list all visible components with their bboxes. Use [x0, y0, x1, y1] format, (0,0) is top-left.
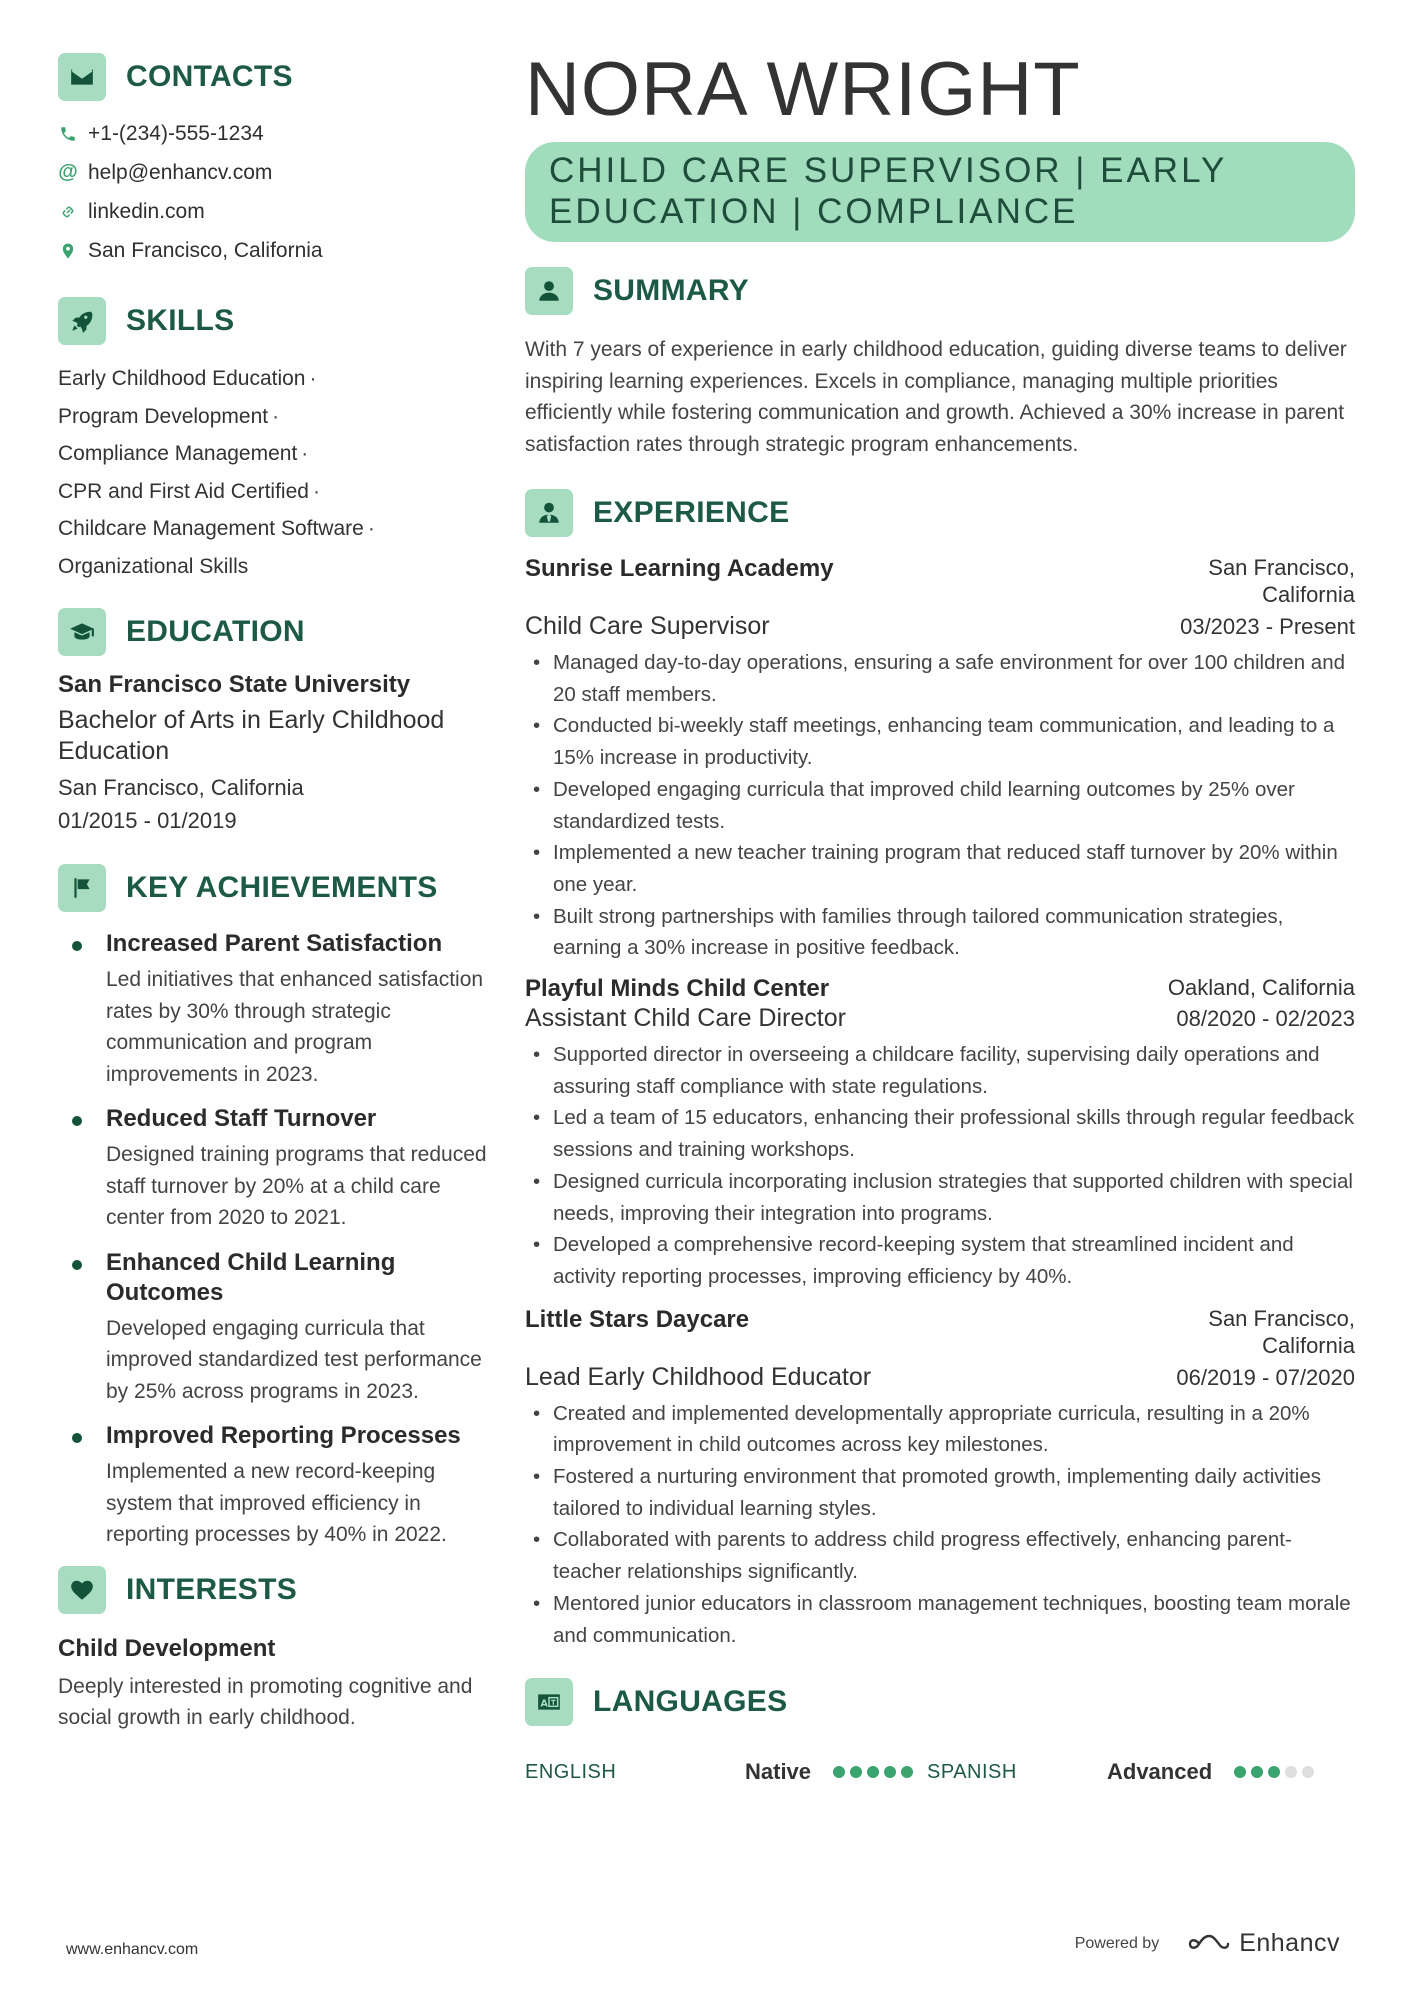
- rating-dot-filled: [1234, 1766, 1246, 1778]
- skill-item: CPR and First Aid Certified ·: [58, 479, 320, 503]
- left-column: [58, 52, 488, 1734]
- skill-item: Compliance Management ·: [58, 442, 309, 465]
- contact-location: [58, 231, 488, 270]
- job-bullet: • Created and implemented developmentally appropriate curricula, resulting in a 20% improvement in child outcomes across key milestones.: [525, 1398, 1355, 1461]
- job-company: Playful Minds Child Center: [525, 975, 830, 1003]
- envelope-icon: [58, 53, 106, 101]
- job-location: Oakland, California: [1167, 975, 1355, 1001]
- achievement-desc: Led initiatives that enhanced satisfaction rates by 30% through strategic communication and program improvements in 2023.: [106, 968, 484, 1086]
- language-rating: [833, 1766, 913, 1778]
- user-icon: [525, 267, 573, 315]
- job-dates: 06/2019 - 07/2020: [1176, 1364, 1355, 1390]
- map-pin-icon: [58, 241, 78, 261]
- education-school: San Francisco State University: [58, 671, 411, 698]
- experience-section-header: [525, 488, 1355, 538]
- interests-title: INTERESTS: [126, 1572, 298, 1606]
- enhancv-logo-icon: [1187, 1932, 1231, 1956]
- job-bullet: • Built strong partnerships with families through tailored communication strategies, earning a 30% increase in positive feedback.: [525, 901, 1355, 964]
- job-bullet: • Collaborated with parents to address child progress effectively, enhancing parent-teacher relationships significantly.: [525, 1524, 1355, 1587]
- interest-desc: Deeply interested in promoting cognitive and social growth in early childhood.: [58, 1674, 473, 1729]
- job-bullet: • Developed a comprehensive record-keeping system that streamlined incident and activity reporting processes, improving efficiency by 40%.: [525, 1229, 1355, 1292]
- achievement-desc: Implemented a new record-keeping system that improved efficiency in reporting processes by 40% in 2022.: [106, 1460, 447, 1546]
- rating-dot-empty: [1285, 1766, 1297, 1778]
- job-bullets: [525, 1039, 1355, 1293]
- linkedin-text: linkedin.com: [88, 199, 205, 223]
- achievements-section-header: [58, 863, 488, 913]
- skills-title: SKILLS: [126, 304, 235, 337]
- location-text: San Francisco, California: [88, 238, 323, 262]
- experience-title: EXPERIENCE: [593, 496, 790, 529]
- job-bullet: • Fostered a nurturing environment that promoted growth, implementing daily activities tailored to individual learning styles.: [525, 1461, 1355, 1524]
- interest-title: Child Development: [58, 1634, 276, 1662]
- at-sign-icon: @: [58, 161, 78, 183]
- job-bullet: • Led a team of 15 educators, enhancing their professional skills through regular feedback sessions and training workshops.: [525, 1102, 1355, 1165]
- skill-item: Organizational Skills: [58, 554, 249, 578]
- achievement-title: Increased Parent Satisfaction: [106, 930, 443, 957]
- language-rating: [1234, 1766, 1314, 1778]
- candidate-name: NORA WRIGHT: [525, 47, 1081, 132]
- email-text: help@enhancv.com: [88, 160, 273, 184]
- achievement-item: [58, 1248, 488, 1408]
- job-dates: 03/2023 - Present: [1180, 614, 1355, 639]
- flag-icon: [58, 864, 106, 912]
- achievement-title: Improved Reporting Processes: [106, 1422, 461, 1449]
- svg-text:A: A: [540, 1698, 548, 1710]
- link-icon: [58, 202, 78, 222]
- brand-name: Enhancv: [1239, 1929, 1340, 1957]
- rating-dot-filled: [884, 1766, 896, 1778]
- language-name: SPANISH: [927, 1760, 1017, 1783]
- language-item: [525, 1759, 927, 1785]
- achievement-title: Reduced Staff Turnover: [106, 1105, 377, 1132]
- achievement-title: Enhanced Child Learning Outcomes: [106, 1248, 396, 1306]
- contact-email[interactable]: [58, 153, 488, 192]
- job-location: San Francisco, California: [1208, 1305, 1355, 1358]
- summary-section-header: [525, 266, 1355, 316]
- language-item: [927, 1759, 1355, 1785]
- right-column: [525, 48, 1355, 1787]
- education-degree: Bachelor of Arts in Early Childhood Education: [58, 706, 445, 765]
- achievement-item: [58, 929, 488, 1090]
- languages-section-header: [525, 1677, 1355, 1727]
- rocket-icon: [58, 297, 106, 345]
- achievement-desc: Developed engaging curricula that improved standardized test performance by 25% across programs in 2023.: [106, 1316, 482, 1403]
- rating-dot-filled: [901, 1766, 913, 1778]
- footer-website[interactable]: www.enhancv.com: [66, 1941, 199, 1958]
- heart-icon: [58, 1566, 106, 1614]
- languages-title: LANGUAGES: [593, 1685, 788, 1719]
- contacts-title: CONTACTS: [126, 60, 293, 93]
- powered-by-text: Powered by: [1074, 1934, 1160, 1952]
- job-bullet: • Implemented a new teacher training program that reduced staff turnover by 20% within one year.: [525, 837, 1355, 900]
- skill-item: Program Development ·: [58, 404, 280, 428]
- education-dates: 01/2015 - 01/2019: [58, 808, 237, 833]
- interests-section-header: [58, 1565, 488, 1615]
- languages-row: [525, 1757, 1355, 1787]
- job-dates: 08/2020 - 02/2023: [1176, 1006, 1355, 1032]
- contact-phone[interactable]: [58, 114, 488, 153]
- contact-linkedin[interactable]: [58, 192, 488, 231]
- rating-dot-filled: [833, 1766, 845, 1778]
- job-entry: [525, 554, 1355, 964]
- job-bullets: [525, 1398, 1355, 1652]
- job-entry: [525, 974, 1355, 1293]
- language-name: ENGLISH: [525, 1760, 617, 1783]
- contacts-section-header: [58, 52, 488, 102]
- skill-item: Early Childhood Education ·: [58, 367, 317, 390]
- achievement-item: [58, 1421, 488, 1551]
- job-bullet: • Supported director in overseeing a childcare facility, supervising daily operations and assuring staff compliance with state regulations.: [525, 1039, 1355, 1102]
- summary-title: SUMMARY: [593, 274, 749, 307]
- achievements-list: [58, 929, 488, 1551]
- job-bullets: [525, 647, 1355, 964]
- rating-dot-filled: [1251, 1766, 1263, 1778]
- rating-dot-filled: [1268, 1766, 1280, 1778]
- language-level: Advanced: [1107, 1759, 1213, 1785]
- job-location: San Francisco, California: [1208, 555, 1355, 607]
- job-role: Child Care Supervisor: [525, 612, 770, 640]
- phone-text: +1-(234)-555-1234: [88, 121, 264, 145]
- education-section-header: [58, 607, 488, 657]
- job-company: Little Stars Daycare: [525, 1305, 750, 1333]
- headline-banner: CHILD CARE SUPERVISOR | EARLY EDUCATION | COMPLIANCE: [525, 142, 1355, 242]
- achievement-desc: Designed training programs that reduced staff turnover by 20% at a child care center from 2020 to 2021.: [106, 1143, 487, 1229]
- language-level: Native: [745, 1759, 812, 1785]
- rating-dot-filled: [867, 1766, 879, 1778]
- footer-branding: [1075, 1929, 1340, 1958]
- education-title: EDUCATION: [126, 615, 305, 648]
- user-tie-icon: [525, 489, 573, 537]
- skills-section-header: [58, 296, 488, 346]
- graduation-cap-icon: [58, 608, 106, 656]
- translate-icon: [525, 1678, 573, 1726]
- skill-item: Childcare Management Software ·: [58, 517, 375, 540]
- job-role: Lead Early Childhood Educator: [525, 1362, 872, 1391]
- phone-icon: [58, 124, 78, 144]
- job-bullet: • Mentored junior educators in classroom management techniques, boosting team morale and communication.: [525, 1588, 1355, 1651]
- job-company: Sunrise Learning Academy: [525, 555, 834, 582]
- job-bullet: • Conducted bi-weekly staff meetings, enhancing team communication, and leading to a 15% increase in productivity.: [525, 710, 1355, 773]
- skills-list: [58, 360, 488, 585]
- job-entry: [525, 1305, 1355, 1652]
- job-bullet: • Managed day-to-day operations, ensuring a safe environment for over 100 children and 20 staff members.: [525, 647, 1355, 710]
- achievements-title: KEY ACHIEVEMENTS: [126, 871, 438, 904]
- job-bullet: • Developed engaging curricula that improved child learning outcomes by 25% over standardized tests.: [525, 774, 1355, 837]
- job-role: Assistant Child Care Director: [525, 1004, 846, 1033]
- achievement-item: [58, 1104, 488, 1234]
- rating-dot-empty: [1302, 1766, 1314, 1778]
- rating-dot-filled: [850, 1766, 862, 1778]
- summary-text: With 7 years of experience in early childhood education, guiding diverse teams to deliver inspiring learning experiences. Excels in compliance, managing multiple priorities efficiently while fostering communication and growth. Achieved a 30% increase in parent satisfaction rates through strategic program enhancements.: [525, 338, 1347, 456]
- contact-list: [58, 114, 488, 270]
- education-location: San Francisco, California: [58, 775, 304, 800]
- job-bullet: • Designed curricula incorporating inclusion strategies that supported children with special needs, improving their integration into programs.: [525, 1166, 1355, 1229]
